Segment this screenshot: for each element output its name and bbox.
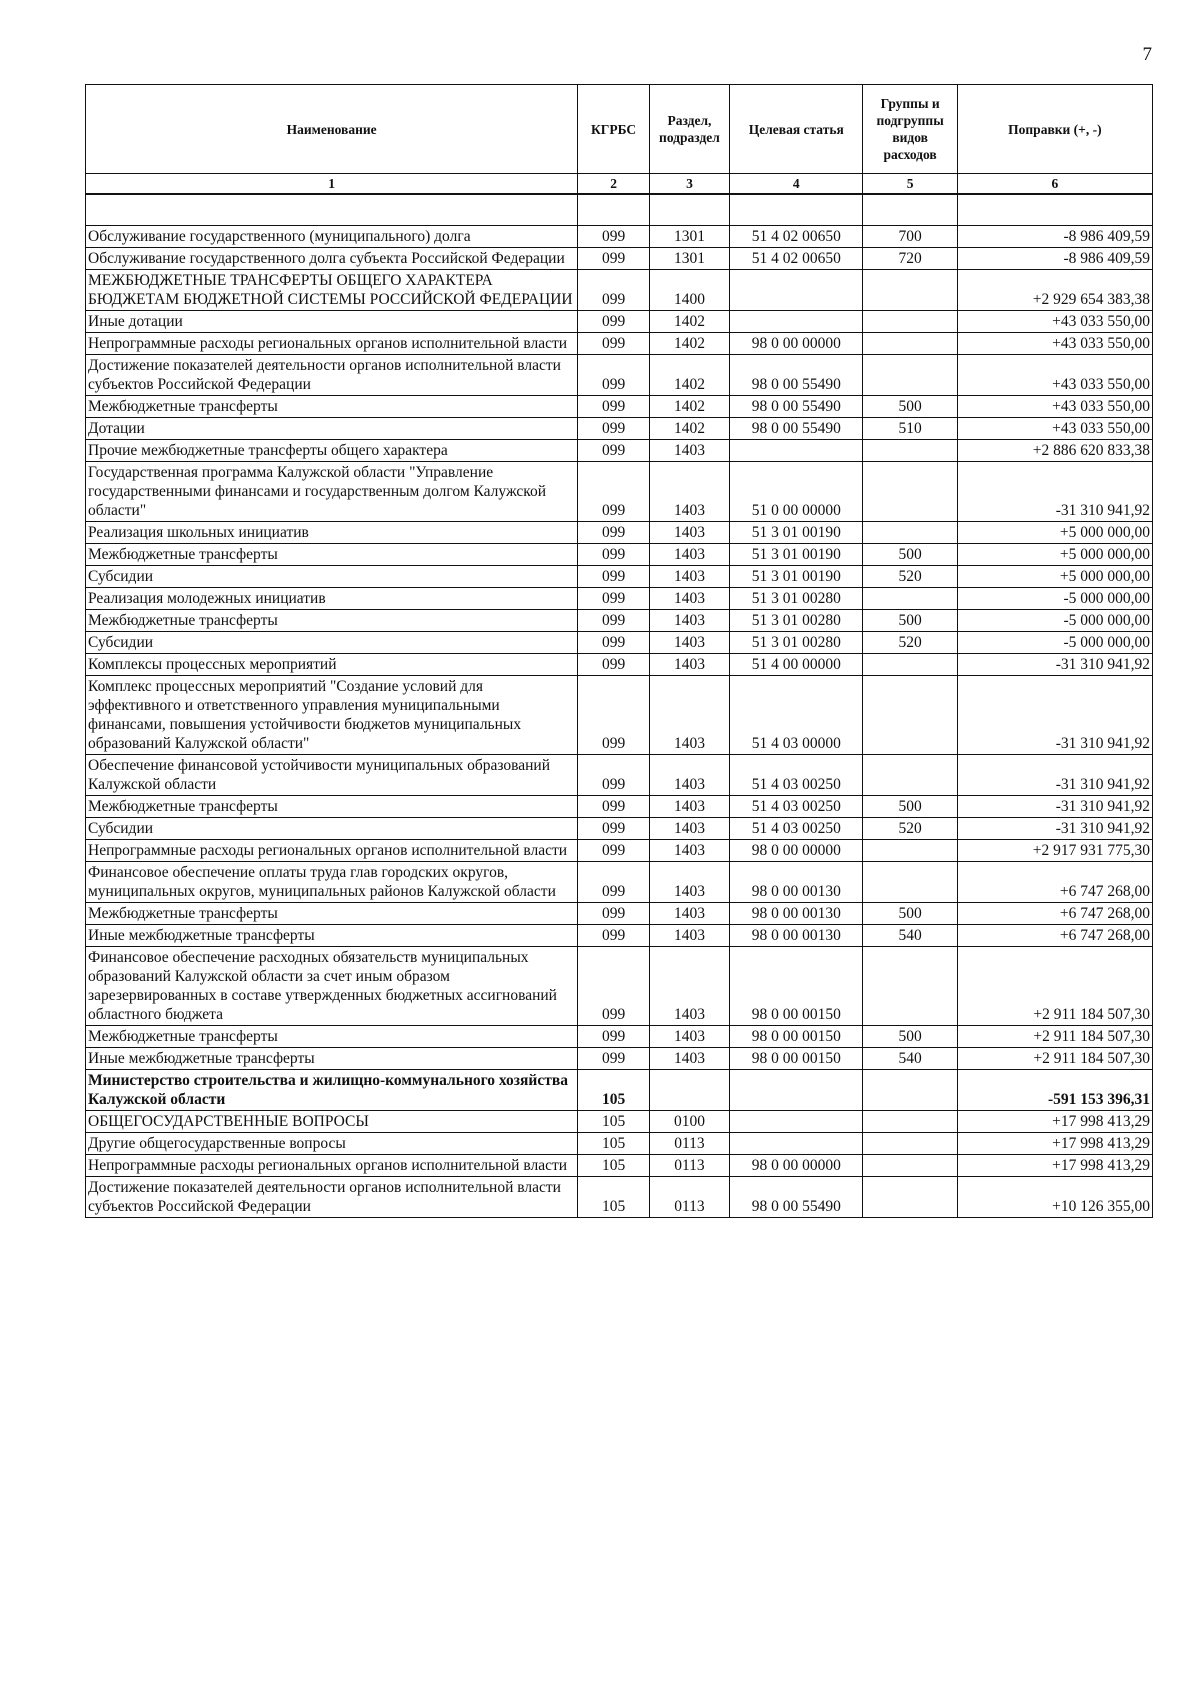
spacer-cell [957, 194, 1152, 226]
cell-amount: +10 126 355,00 [957, 1177, 1152, 1218]
table-row [86, 610, 1153, 632]
cell-section: 1403 [649, 654, 729, 676]
cell-section: 1403 [649, 796, 729, 818]
table-row [86, 632, 1153, 654]
column-number: 1 [86, 174, 578, 195]
table-row [86, 522, 1153, 544]
table-row [86, 818, 1153, 840]
cell-kgrbs: 099 [578, 270, 650, 311]
table-row [86, 1070, 1153, 1111]
cell-target [730, 270, 863, 311]
cell-amount: -31 310 941,92 [957, 818, 1152, 840]
table-row [86, 676, 1153, 755]
cell-name: Государственная программа Калужской области "Управление государственными финансами и государственным долгом Калужской области" [86, 462, 578, 522]
cell-section: 0113 [649, 1133, 729, 1155]
cell-section: 0113 [649, 1155, 729, 1177]
spacer-cell [578, 194, 650, 226]
cell-group: 520 [863, 566, 957, 588]
cell-group [863, 947, 957, 1026]
cell-name: Иные дотации [86, 311, 578, 333]
cell-kgrbs: 099 [578, 440, 650, 462]
cell-kgrbs: 105 [578, 1177, 650, 1218]
table-row [86, 755, 1153, 796]
cell-name: Межбюджетные трансферты [86, 544, 578, 566]
cell-kgrbs: 099 [578, 566, 650, 588]
header-name: Наименование [86, 85, 578, 174]
cell-target: 51 4 00 00000 [730, 654, 863, 676]
cell-name: Реализация школьных инициатив [86, 522, 578, 544]
cell-amount: +2 917 931 775,30 [957, 840, 1152, 862]
cell-name: Другие общегосударственные вопросы [86, 1133, 578, 1155]
spacer-cell [730, 194, 863, 226]
cell-name: Комплексы процессных мероприятий [86, 654, 578, 676]
cell-target: 98 0 00 55490 [730, 1177, 863, 1218]
cell-target: 98 0 00 55490 [730, 396, 863, 418]
cell-group [863, 1177, 957, 1218]
cell-target: 98 0 00 55490 [730, 418, 863, 440]
cell-section: 1403 [649, 522, 729, 544]
cell-target: 51 4 03 00250 [730, 796, 863, 818]
cell-kgrbs: 099 [578, 676, 650, 755]
cell-amount: +5 000 000,00 [957, 544, 1152, 566]
cell-name: МЕЖБЮДЖЕТНЫЕ ТРАНСФЕРТЫ ОБЩЕГО ХАРАКТЕРА БЮДЖЕТАМ БЮДЖЕТНОЙ СИСТЕМЫ РОССИЙСКОЙ ФЕДЕРАЦИИ [86, 270, 578, 311]
cell-group: 500 [863, 796, 957, 818]
cell-amount: -5 000 000,00 [957, 610, 1152, 632]
page-number: 7 [1142, 44, 1152, 65]
cell-name: Межбюджетные трансферты [86, 796, 578, 818]
cell-section: 1402 [649, 396, 729, 418]
cell-group [863, 588, 957, 610]
table-row [86, 1155, 1153, 1177]
cell-kgrbs: 099 [578, 355, 650, 396]
cell-section: 1403 [649, 462, 729, 522]
table-row [86, 903, 1153, 925]
cell-section: 1402 [649, 418, 729, 440]
cell-group: 520 [863, 818, 957, 840]
cell-target: 51 3 01 00280 [730, 632, 863, 654]
cell-amount: +6 747 268,00 [957, 903, 1152, 925]
table-row [86, 566, 1153, 588]
cell-amount: +6 747 268,00 [957, 862, 1152, 903]
cell-target: 51 4 03 00250 [730, 755, 863, 796]
cell-amount: -31 310 941,92 [957, 755, 1152, 796]
cell-name: ОБЩЕГОСУДАРСТВЕННЫЕ ВОПРОСЫ [86, 1111, 578, 1133]
cell-name: Дотации [86, 418, 578, 440]
cell-name: Обслуживание государственного долга субъекта Российской Федерации [86, 248, 578, 270]
cell-target: 98 0 00 00000 [730, 333, 863, 355]
cell-kgrbs: 099 [578, 311, 650, 333]
cell-amount: -8 986 409,59 [957, 226, 1152, 248]
cell-kgrbs: 099 [578, 796, 650, 818]
cell-group [863, 333, 957, 355]
cell-section: 1403 [649, 755, 729, 796]
column-number: 2 [578, 174, 650, 195]
table-row [86, 544, 1153, 566]
cell-amount: -5 000 000,00 [957, 588, 1152, 610]
cell-group: 500 [863, 1026, 957, 1048]
cell-amount: -31 310 941,92 [957, 654, 1152, 676]
column-number: 5 [863, 174, 957, 195]
cell-kgrbs: 099 [578, 248, 650, 270]
cell-kgrbs: 099 [578, 947, 650, 1026]
cell-group: 540 [863, 1048, 957, 1070]
cell-group [863, 654, 957, 676]
cell-target: 98 0 00 00150 [730, 1026, 863, 1048]
cell-group: 700 [863, 226, 957, 248]
cell-target: 98 0 00 00150 [730, 1048, 863, 1070]
cell-name: Непрограммные расходы региональных органов исполнительной власти [86, 840, 578, 862]
cell-name: Достижение показателей деятельности органов исполнительной власти субъектов Российской Федерации [86, 1177, 578, 1218]
cell-name: Межбюджетные трансферты [86, 396, 578, 418]
cell-kgrbs: 099 [578, 418, 650, 440]
column-number: 3 [649, 174, 729, 195]
cell-target: 51 4 03 00000 [730, 676, 863, 755]
cell-group: 720 [863, 248, 957, 270]
cell-name: Иные межбюджетные трансферты [86, 1048, 578, 1070]
cell-target: 98 0 00 00130 [730, 925, 863, 947]
table-row [86, 947, 1153, 1026]
cell-kgrbs: 099 [578, 1048, 650, 1070]
table-row [86, 654, 1153, 676]
cell-target: 98 0 00 00130 [730, 862, 863, 903]
cell-kgrbs: 099 [578, 588, 650, 610]
cell-kgrbs: 099 [578, 755, 650, 796]
cell-kgrbs: 099 [578, 840, 650, 862]
cell-section: 1301 [649, 248, 729, 270]
cell-target: 51 3 01 00280 [730, 610, 863, 632]
cell-amount: +43 033 550,00 [957, 311, 1152, 333]
cell-target: 51 4 02 00650 [730, 248, 863, 270]
budget-amendments-table [85, 84, 1153, 1218]
cell-section: 1403 [649, 676, 729, 755]
cell-amount: +2 911 184 507,30 [957, 1026, 1152, 1048]
cell-group: 500 [863, 903, 957, 925]
table-row [86, 333, 1153, 355]
cell-section: 1403 [649, 440, 729, 462]
cell-group [863, 862, 957, 903]
cell-group [863, 522, 957, 544]
cell-amount: +17 998 413,29 [957, 1133, 1152, 1155]
cell-kgrbs: 099 [578, 632, 650, 654]
cell-section: 1403 [649, 840, 729, 862]
header-spacer-row [86, 194, 1153, 226]
cell-group [863, 840, 957, 862]
cell-target [730, 311, 863, 333]
cell-name: Межбюджетные трансферты [86, 903, 578, 925]
cell-name: Обеспечение финансовой устойчивости муниципальных образований Калужской области [86, 755, 578, 796]
cell-section: 1403 [649, 903, 729, 925]
cell-kgrbs: 099 [578, 544, 650, 566]
cell-group: 500 [863, 544, 957, 566]
cell-section: 1403 [649, 632, 729, 654]
cell-target: 98 0 00 55490 [730, 355, 863, 396]
cell-section: 1403 [649, 862, 729, 903]
cell-section: 0100 [649, 1111, 729, 1133]
cell-target: 98 0 00 00000 [730, 840, 863, 862]
table-row [86, 588, 1153, 610]
spacer-cell [86, 194, 578, 226]
cell-target [730, 1111, 863, 1133]
cell-section: 1403 [649, 610, 729, 632]
table-row [86, 396, 1153, 418]
cell-target: 98 0 00 00150 [730, 947, 863, 1026]
cell-kgrbs: 105 [578, 1111, 650, 1133]
cell-group: 510 [863, 418, 957, 440]
cell-kgrbs: 099 [578, 818, 650, 840]
cell-amount: +43 033 550,00 [957, 418, 1152, 440]
cell-name: Достижение показателей деятельности органов исполнительной власти субъектов Российской Федерации [86, 355, 578, 396]
cell-name: Комплекс процессных мероприятий "Создание условий для эффективного и ответственного управления муниципальными финансами, повышения устойчивости бюджетов муниципальных образований Калужской области" [86, 676, 578, 755]
cell-section: 1403 [649, 544, 729, 566]
cell-section: 1403 [649, 566, 729, 588]
cell-target: 51 4 03 00250 [730, 818, 863, 840]
cell-group [863, 1133, 957, 1155]
spacer-cell [863, 194, 957, 226]
header-target: Целевая статья [730, 85, 863, 174]
cell-group [863, 355, 957, 396]
cell-amount: +2 929 654 383,38 [957, 270, 1152, 311]
cell-target: 98 0 00 00000 [730, 1155, 863, 1177]
cell-name: Реализация молодежных инициатив [86, 588, 578, 610]
cell-amount: +17 998 413,29 [957, 1155, 1152, 1177]
table-row [86, 418, 1153, 440]
cell-target: 51 3 01 00190 [730, 522, 863, 544]
cell-kgrbs: 099 [578, 226, 650, 248]
spacer-cell [649, 194, 729, 226]
cell-amount: +2 911 184 507,30 [957, 947, 1152, 1026]
column-number: 4 [730, 174, 863, 195]
cell-amount: -8 986 409,59 [957, 248, 1152, 270]
cell-kgrbs: 099 [578, 925, 650, 947]
cell-name: Министерство строительства и жилищно-коммунального хозяйства Калужской области [86, 1070, 578, 1111]
cell-section: 1403 [649, 818, 729, 840]
cell-amount: +17 998 413,29 [957, 1111, 1152, 1133]
cell-kgrbs: 105 [578, 1133, 650, 1155]
cell-amount: +43 033 550,00 [957, 396, 1152, 418]
cell-group [863, 755, 957, 796]
cell-amount: -31 310 941,92 [957, 462, 1152, 522]
cell-amount: +5 000 000,00 [957, 566, 1152, 588]
table-row [86, 355, 1153, 396]
cell-name: Межбюджетные трансферты [86, 610, 578, 632]
cell-section: 1403 [649, 588, 729, 610]
table-body [86, 226, 1153, 1218]
cell-group: 500 [863, 396, 957, 418]
cell-amount: -5 000 000,00 [957, 632, 1152, 654]
cell-group: 500 [863, 610, 957, 632]
table-row [86, 796, 1153, 818]
cell-name: Субсидии [86, 566, 578, 588]
cell-kgrbs: 099 [578, 396, 650, 418]
cell-section: 1403 [649, 1026, 729, 1048]
header-section: Раздел, подраздел [649, 85, 729, 174]
cell-group [863, 270, 957, 311]
table-row [86, 1048, 1153, 1070]
cell-amount: +2 911 184 507,30 [957, 1048, 1152, 1070]
table-row [86, 1026, 1153, 1048]
cell-section: 1301 [649, 226, 729, 248]
cell-name: Субсидии [86, 818, 578, 840]
cell-group [863, 440, 957, 462]
cell-section: 1403 [649, 925, 729, 947]
cell-section [649, 1070, 729, 1111]
cell-amount: -31 310 941,92 [957, 796, 1152, 818]
cell-kgrbs: 105 [578, 1070, 650, 1111]
cell-amount: +6 747 268,00 [957, 925, 1152, 947]
table-row [86, 1177, 1153, 1218]
cell-name: Прочие межбюджетные трансферты общего характера [86, 440, 578, 462]
cell-section: 1402 [649, 333, 729, 355]
cell-target: 51 3 01 00190 [730, 566, 863, 588]
cell-section: 1400 [649, 270, 729, 311]
cell-amount: -31 310 941,92 [957, 676, 1152, 755]
cell-name: Межбюджетные трансферты [86, 1026, 578, 1048]
cell-amount: +43 033 550,00 [957, 355, 1152, 396]
column-number: 6 [957, 174, 1152, 195]
cell-name: Финансовое обеспечение расходных обязательств муниципальных образований Калужской области за счет иным образом зарезервированных в составе утвержденных бюджетных ассигнований областного бюджета [86, 947, 578, 1026]
cell-kgrbs: 099 [578, 333, 650, 355]
table-row [86, 270, 1153, 311]
cell-target: 98 0 00 00130 [730, 903, 863, 925]
cell-kgrbs: 099 [578, 903, 650, 925]
table-row [86, 440, 1153, 462]
cell-amount: +2 886 620 833,38 [957, 440, 1152, 462]
cell-target [730, 1133, 863, 1155]
cell-target: 51 0 00 00000 [730, 462, 863, 522]
cell-group [863, 1155, 957, 1177]
table-row [86, 925, 1153, 947]
cell-target [730, 440, 863, 462]
cell-name: Непрограммные расходы региональных органов исполнительной власти [86, 333, 578, 355]
header-groups: Группы и подгруппы видов расходов [863, 85, 957, 174]
cell-group: 520 [863, 632, 957, 654]
cell-section: 0113 [649, 1177, 729, 1218]
cell-group [863, 1070, 957, 1111]
cell-name: Субсидии [86, 632, 578, 654]
cell-section: 1402 [649, 355, 729, 396]
cell-target [730, 1070, 863, 1111]
cell-kgrbs: 099 [578, 522, 650, 544]
cell-section: 1403 [649, 947, 729, 1026]
cell-kgrbs: 099 [578, 610, 650, 632]
cell-name: Непрограммные расходы региональных органов исполнительной власти [86, 1155, 578, 1177]
cell-name: Финансовое обеспечение оплаты труда глав городских округов, муниципальных округов, муниципальных районов Калужской области [86, 862, 578, 903]
table-row [86, 248, 1153, 270]
cell-amount: -591 153 396,31 [957, 1070, 1152, 1111]
cell-target: 51 3 01 00280 [730, 588, 863, 610]
cell-kgrbs: 099 [578, 1026, 650, 1048]
cell-amount: +5 000 000,00 [957, 522, 1152, 544]
table-row [86, 226, 1153, 248]
cell-kgrbs: 099 [578, 862, 650, 903]
table-row [86, 840, 1153, 862]
cell-kgrbs: 105 [578, 1155, 650, 1177]
cell-target: 51 4 02 00650 [730, 226, 863, 248]
cell-target: 51 3 01 00190 [730, 544, 863, 566]
column-number-row [86, 174, 1153, 195]
table-row [86, 862, 1153, 903]
cell-amount: +43 033 550,00 [957, 333, 1152, 355]
cell-section: 1402 [649, 311, 729, 333]
cell-group [863, 676, 957, 755]
cell-kgrbs: 099 [578, 462, 650, 522]
cell-kgrbs: 099 [578, 654, 650, 676]
table-row [86, 1133, 1153, 1155]
header-amendments: Поправки (+, -) [957, 85, 1152, 174]
table-row [86, 462, 1153, 522]
cell-group [863, 462, 957, 522]
cell-name: Обслуживание государственного (муниципального) долга [86, 226, 578, 248]
cell-group: 540 [863, 925, 957, 947]
cell-section: 1403 [649, 1048, 729, 1070]
table-row [86, 1111, 1153, 1133]
cell-name: Иные межбюджетные трансферты [86, 925, 578, 947]
header-kgrbs: КГРБС [578, 85, 650, 174]
cell-group [863, 311, 957, 333]
table-row [86, 311, 1153, 333]
table-header-row [86, 85, 1153, 174]
cell-group [863, 1111, 957, 1133]
